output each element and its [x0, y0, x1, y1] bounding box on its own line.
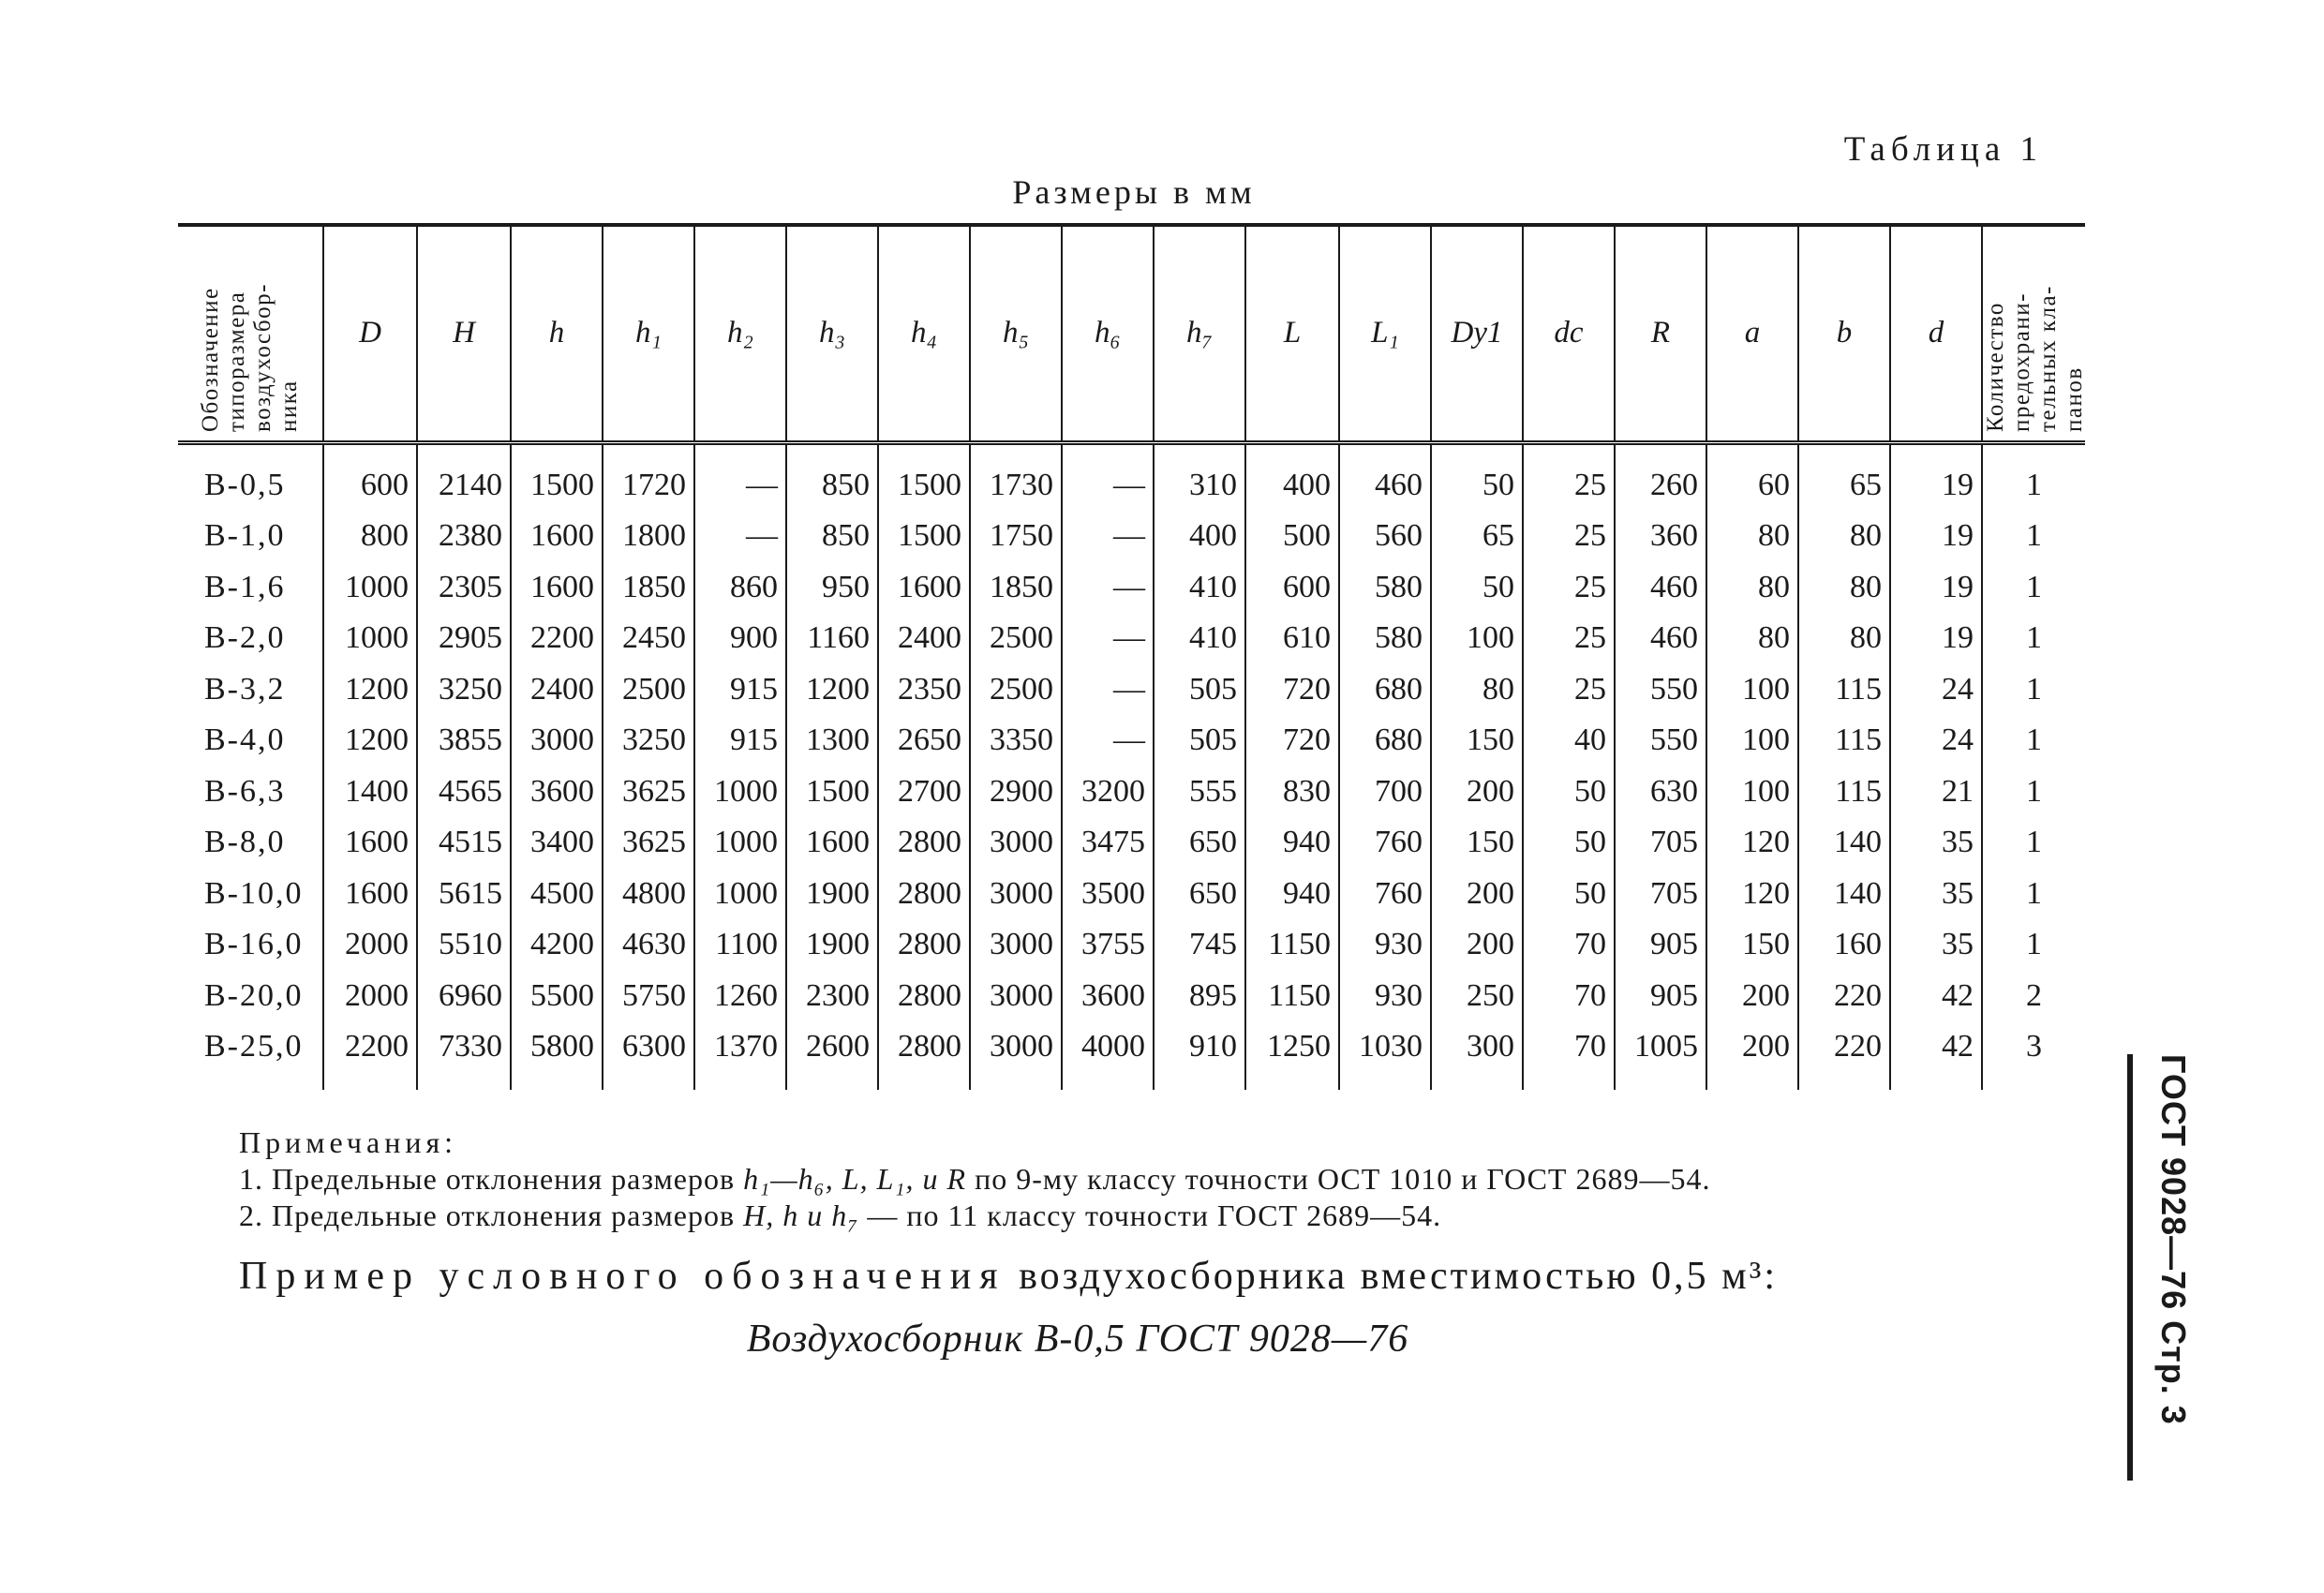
table-cell: 3000 [970, 869, 1062, 920]
side-rule [2127, 1054, 2133, 1481]
table-cell: 3 [1982, 1021, 2085, 1090]
table-cell: 1000 [694, 869, 786, 920]
table-cell: 580 [1339, 613, 1431, 664]
table-cell: 80 [1798, 613, 1890, 664]
table-cell: 1500 [878, 442, 970, 511]
table-cell: 1500 [511, 442, 603, 511]
row-designation: В-20,0 [204, 977, 304, 1013]
table-cell: 4000 [1062, 1021, 1154, 1090]
row-designation: В-8,0 [204, 825, 286, 860]
row-designation: В-0,5 [204, 467, 286, 502]
table-cell: 70 [1523, 1021, 1615, 1090]
table-cell: 50 [1523, 767, 1615, 818]
table-cell: 1100 [694, 919, 786, 971]
table-cell: — [1062, 613, 1154, 664]
table-cell: 2000 [323, 971, 417, 1022]
table-cell: 720 [1245, 664, 1339, 716]
table-cell: 745 [1154, 919, 1245, 971]
table-cell: 680 [1339, 715, 1431, 767]
table-cell: 910 [1154, 1021, 1245, 1090]
table-cell: 35 [1890, 869, 1982, 920]
header-col: h₁ [603, 225, 694, 442]
table-cell: 1800 [603, 511, 694, 562]
table-cell: 300 [1431, 1021, 1523, 1090]
table-cell: 5800 [511, 1021, 603, 1090]
table-cell: 760 [1339, 817, 1431, 869]
table-cell: 2700 [878, 767, 970, 818]
table-cell: 1260 [694, 971, 786, 1022]
table-cell: 3755 [1062, 919, 1154, 971]
table-cell: 25 [1523, 511, 1615, 562]
table-cell: 115 [1798, 767, 1890, 818]
table-cell: 100 [1706, 715, 1798, 767]
table-cell: 1500 [786, 767, 878, 818]
table-cell: 3200 [1062, 767, 1154, 818]
table-cell: 1600 [786, 817, 878, 869]
table-cell: 3000 [970, 817, 1062, 869]
table-cell: 19 [1890, 442, 1982, 511]
table-cell: 1 [1982, 715, 2085, 767]
table-cell: 260 [1615, 442, 1706, 511]
table-cell: 1 [1982, 919, 2085, 971]
table-cell: 42 [1890, 1021, 1982, 1090]
table-cell: 80 [1706, 511, 1798, 562]
note-1: 1. Предельные отклонения размеров h₁—h₆, L, L₁, и R по 9-му классу точности ОСТ 1010 и ГОСТ 2689—54. [239, 1162, 1711, 1196]
table-row [178, 664, 2085, 716]
table-cell: 410 [1154, 613, 1245, 664]
table-cell: 830 [1245, 767, 1339, 818]
table-cell: 1300 [786, 715, 878, 767]
table-cell: 1730 [970, 442, 1062, 511]
table-cell: — [1062, 442, 1154, 511]
table-cell: 70 [1523, 919, 1615, 971]
table-cell: 650 [1154, 869, 1245, 920]
table-cell: 60 [1706, 442, 1798, 511]
table-cell: 1 [1982, 817, 2085, 869]
table-cell: 3855 [417, 715, 511, 767]
table-cell: 19 [1890, 511, 1982, 562]
table-cell: 1750 [970, 511, 1062, 562]
table-cell: 2905 [417, 613, 511, 664]
table-cell: 100 [1706, 664, 1798, 716]
table-cell: 5615 [417, 869, 511, 920]
table-cell: 3250 [603, 715, 694, 767]
page-side-label: ГОСТ 9028—76 Стр. 3 [2154, 1054, 2193, 1425]
table-cell: 1 [1982, 767, 2085, 818]
table-cell: 1400 [323, 767, 417, 818]
table-cell: 1150 [1245, 919, 1339, 971]
table-cell: 460 [1339, 442, 1431, 511]
table-cell: 5500 [511, 971, 603, 1022]
table-cell: 100 [1431, 613, 1523, 664]
table-cell: 550 [1615, 715, 1706, 767]
example-heading: Пример условного обозначения воздухосборника вместимостью 0,5 м³: [239, 1255, 1778, 1298]
table-cell: 915 [694, 715, 786, 767]
table-cell: 1600 [323, 869, 417, 920]
table-row [178, 715, 2085, 767]
table-row [178, 1021, 2085, 1090]
table-cell: — [694, 511, 786, 562]
table-cell: 930 [1339, 971, 1431, 1022]
table-cell: 3000 [970, 919, 1062, 971]
table-cell: 1000 [694, 817, 786, 869]
table-cell: 1600 [878, 562, 970, 614]
table-cell: 600 [1245, 562, 1339, 614]
table-cell: 1 [1982, 442, 2085, 511]
table-cell: 40 [1523, 715, 1615, 767]
table-cell: 80 [1431, 664, 1523, 716]
table-cell: 1600 [511, 562, 603, 614]
table-cell: 19 [1890, 613, 1982, 664]
table-cell: 560 [1339, 511, 1431, 562]
table-cell: 4800 [603, 869, 694, 920]
table-cell: 505 [1154, 715, 1245, 767]
table-row [178, 562, 2085, 614]
table-cell: 2600 [786, 1021, 878, 1090]
table-cell: 1900 [786, 919, 878, 971]
header-col: h [511, 225, 603, 442]
table-cell: 35 [1890, 919, 1982, 971]
table-cell: 5510 [417, 919, 511, 971]
table-cell: 25 [1523, 664, 1615, 716]
table-cell: 25 [1523, 562, 1615, 614]
header-col: H [417, 225, 511, 442]
table-cell: 3600 [1062, 971, 1154, 1022]
table-cell: 200 [1431, 919, 1523, 971]
table-cell: 2450 [603, 613, 694, 664]
header-col: D [323, 225, 417, 442]
table-cell: 2350 [878, 664, 970, 716]
row-designation: В-4,0 [204, 722, 286, 758]
row-designation: В-3,2 [204, 671, 286, 707]
table-cell: 4565 [417, 767, 511, 818]
table-cell: 850 [786, 442, 878, 511]
header-col: R [1615, 225, 1706, 442]
table-cell: 1370 [694, 1021, 786, 1090]
table-cell: 2200 [323, 1021, 417, 1090]
notes [239, 1124, 2019, 1234]
table-cell: 3625 [603, 817, 694, 869]
table-cell: 5750 [603, 971, 694, 1022]
table-row [178, 971, 2085, 1022]
table-cell: 505 [1154, 664, 1245, 716]
table-cell: 2900 [970, 767, 1062, 818]
table-cell: 19 [1890, 562, 1982, 614]
table-cell: 1600 [323, 817, 417, 869]
table-cell: 1005 [1615, 1021, 1706, 1090]
table-cell: 120 [1706, 817, 1798, 869]
table-cell: 2000 [323, 919, 417, 971]
table-cell: 115 [1798, 664, 1890, 716]
table-cell: 1 [1982, 869, 2085, 920]
table-cell: — [1062, 511, 1154, 562]
table-cell: 905 [1615, 971, 1706, 1022]
table-cell: 200 [1431, 767, 1523, 818]
table-cell: 220 [1798, 971, 1890, 1022]
header-col: dс [1523, 225, 1615, 442]
table-row [178, 511, 2085, 562]
header-col: d [1890, 225, 1982, 442]
table-cell: 705 [1615, 817, 1706, 869]
table-cell: 1150 [1245, 971, 1339, 1022]
note-2: 2. Предельные отклонения размеров H, h и h₇ — по 11 классу точности ГОСТ 2689—54. [239, 1198, 1442, 1232]
table-cell: 1600 [511, 511, 603, 562]
table-cell: 860 [694, 562, 786, 614]
table-cell: 1030 [1339, 1021, 1431, 1090]
table-cell: 940 [1245, 817, 1339, 869]
table-cell: 630 [1615, 767, 1706, 818]
table-cell: 2800 [878, 817, 970, 869]
table-row [178, 869, 2085, 920]
table-cell: 3250 [417, 664, 511, 716]
table-cell: 150 [1431, 817, 1523, 869]
table-cell: 2800 [878, 1021, 970, 1090]
row-designation: В-10,0 [204, 875, 304, 911]
header-col: Dу1 [1431, 225, 1523, 442]
table-cell: 2500 [970, 664, 1062, 716]
table-caption: Таблица 1 [1843, 130, 2043, 169]
table-cell: — [1062, 664, 1154, 716]
table-cell: 24 [1890, 664, 1982, 716]
table-header [178, 225, 2085, 442]
table-cell: 580 [1339, 562, 1431, 614]
table-cell: 1900 [786, 869, 878, 920]
table-cell: 2500 [603, 664, 694, 716]
table-cell: 120 [1706, 869, 1798, 920]
table-cell: 1000 [323, 562, 417, 614]
table-cell: 200 [1706, 971, 1798, 1022]
table-cell: 950 [786, 562, 878, 614]
table-cell: 1160 [786, 613, 878, 664]
table-cell: 800 [323, 511, 417, 562]
table-cell: 3600 [511, 767, 603, 818]
table-cell: 905 [1615, 919, 1706, 971]
table-cell: 50 [1431, 442, 1523, 511]
table-cell: 1 [1982, 562, 2085, 614]
table-cell: 400 [1245, 442, 1339, 511]
header-col: a [1706, 225, 1798, 442]
table-cell: 2 [1982, 971, 2085, 1022]
table-cell: 4630 [603, 919, 694, 971]
table-cell: 3500 [1062, 869, 1154, 920]
table-cell: 250 [1431, 971, 1523, 1022]
table-cell: 150 [1431, 715, 1523, 767]
table-cell: 2140 [417, 442, 511, 511]
table-cell: 6960 [417, 971, 511, 1022]
table-cell: 410 [1154, 562, 1245, 614]
row-designation: В-6,3 [204, 773, 286, 809]
table-cell: 50 [1431, 562, 1523, 614]
table-cell: 720 [1245, 715, 1339, 767]
header-col: h₆ [1062, 225, 1154, 442]
table-row [178, 442, 2085, 511]
table-cell: 680 [1339, 664, 1431, 716]
table-cell: 70 [1523, 971, 1615, 1022]
table-cell: 650 [1154, 817, 1245, 869]
header-col: h₂ [694, 225, 786, 442]
table-cell: 1720 [603, 442, 694, 511]
row-designation: В-1,6 [204, 569, 286, 604]
table-cell: 2200 [511, 613, 603, 664]
table-cell: 1200 [323, 664, 417, 716]
table-cell: 940 [1245, 869, 1339, 920]
dimensions-table [178, 223, 2085, 1090]
table-cell: — [1062, 715, 1154, 767]
table-cell: 610 [1245, 613, 1339, 664]
table-body [178, 442, 2085, 1090]
table-cell: 900 [694, 613, 786, 664]
header-col: h₄ [878, 225, 970, 442]
table-cell: 200 [1706, 1021, 1798, 1090]
table-cell: 1 [1982, 511, 2085, 562]
table-cell: 500 [1245, 511, 1339, 562]
table-cell: 80 [1706, 613, 1798, 664]
table-row [178, 817, 2085, 869]
header-designation: Обозначение типоразмера воздухосбор-ника [198, 282, 302, 432]
table-cell: 460 [1615, 562, 1706, 614]
table-cell: 2800 [878, 971, 970, 1022]
table-cell: 65 [1798, 442, 1890, 511]
header-col: L₁ [1339, 225, 1431, 442]
table-cell: 42 [1890, 971, 1982, 1022]
header-col: h₅ [970, 225, 1062, 442]
table-row [178, 613, 2085, 664]
table-cell: 460 [1615, 613, 1706, 664]
table-cell: 3000 [970, 1021, 1062, 1090]
table-cell: 1000 [694, 767, 786, 818]
table-cell: 705 [1615, 869, 1706, 920]
table-cell: 65 [1431, 511, 1523, 562]
table-row [178, 767, 2085, 818]
table-cell: — [1062, 562, 1154, 614]
table-cell: 50 [1523, 817, 1615, 869]
table-cell: 80 [1798, 511, 1890, 562]
table-cell: 3475 [1062, 817, 1154, 869]
table-cell: 115 [1798, 715, 1890, 767]
table-cell: 1850 [603, 562, 694, 614]
table-cell: 50 [1523, 869, 1615, 920]
table-cell: 310 [1154, 442, 1245, 511]
header-col: h₇ [1154, 225, 1245, 442]
table-cell: 915 [694, 664, 786, 716]
example-designation: Воздухосборник В-0,5 ГОСТ 9028—76 [746, 1318, 1409, 1361]
header-col: h₃ [786, 225, 878, 442]
row-designation: В-16,0 [204, 927, 304, 962]
table-cell: 4200 [511, 919, 603, 971]
table-cell: 1000 [323, 613, 417, 664]
table-cell: 895 [1154, 971, 1245, 1022]
table-cell: 2650 [878, 715, 970, 767]
table-cell: 760 [1339, 869, 1431, 920]
table-cell: 35 [1890, 817, 1982, 869]
table-cell: 3350 [970, 715, 1062, 767]
units-label: Размеры в мм [1012, 173, 1256, 211]
row-designation: В-1,0 [204, 518, 286, 554]
table-cell: 400 [1154, 511, 1245, 562]
table-cell: 2300 [786, 971, 878, 1022]
table-cell: 1250 [1245, 1021, 1339, 1090]
table-cell: 4515 [417, 817, 511, 869]
table-cell: 1200 [786, 664, 878, 716]
table-cell: 1500 [878, 511, 970, 562]
table-row [178, 919, 2085, 971]
table-cell: 80 [1706, 562, 1798, 614]
table-cell: 2305 [417, 562, 511, 614]
table-cell: 4500 [511, 869, 603, 920]
table-cell: 200 [1431, 869, 1523, 920]
table-cell: 25 [1523, 613, 1615, 664]
table-cell: 2800 [878, 869, 970, 920]
table-cell: 1 [1982, 664, 2085, 716]
table-cell: 555 [1154, 767, 1245, 818]
table-cell: 360 [1615, 511, 1706, 562]
table-cell: 1200 [323, 715, 417, 767]
table-cell: 550 [1615, 664, 1706, 716]
table-cell: 3625 [603, 767, 694, 818]
table-cell: 700 [1339, 767, 1431, 818]
table-cell: 1850 [970, 562, 1062, 614]
dimensions-table-wrap [178, 223, 2087, 1090]
table-cell: 6300 [603, 1021, 694, 1090]
table-cell: 3000 [970, 971, 1062, 1022]
row-designation: В-2,0 [204, 620, 286, 656]
header-col: b [1798, 225, 1890, 442]
table-cell: 2800 [878, 919, 970, 971]
table-cell: 930 [1339, 919, 1431, 971]
table-cell: 24 [1890, 715, 1982, 767]
table-cell: 2400 [878, 613, 970, 664]
table-cell: 850 [786, 511, 878, 562]
table-cell: 600 [323, 442, 417, 511]
table-cell: 2380 [417, 511, 511, 562]
table-cell: 220 [1798, 1021, 1890, 1090]
table-cell: 3400 [511, 817, 603, 869]
table-cell: 160 [1798, 919, 1890, 971]
table-cell: — [694, 442, 786, 511]
table-cell: 3000 [511, 715, 603, 767]
row-designation: В-25,0 [204, 1029, 304, 1064]
table-cell: 150 [1706, 919, 1798, 971]
table-cell: 100 [1706, 767, 1798, 818]
table-cell: 21 [1890, 767, 1982, 818]
header-col: L [1245, 225, 1339, 442]
table-cell: 140 [1798, 817, 1890, 869]
notes-title: Примечания: [239, 1125, 458, 1159]
table-cell: 1 [1982, 613, 2085, 664]
table-cell: 2500 [970, 613, 1062, 664]
table-cell: 2400 [511, 664, 603, 716]
table-cell: 140 [1798, 869, 1890, 920]
table-cell: 25 [1523, 442, 1615, 511]
header-valve-count: Количество предохрани-тельных кла-панов [1982, 225, 2085, 442]
table-cell: 80 [1798, 562, 1890, 614]
table-cell: 7330 [417, 1021, 511, 1090]
